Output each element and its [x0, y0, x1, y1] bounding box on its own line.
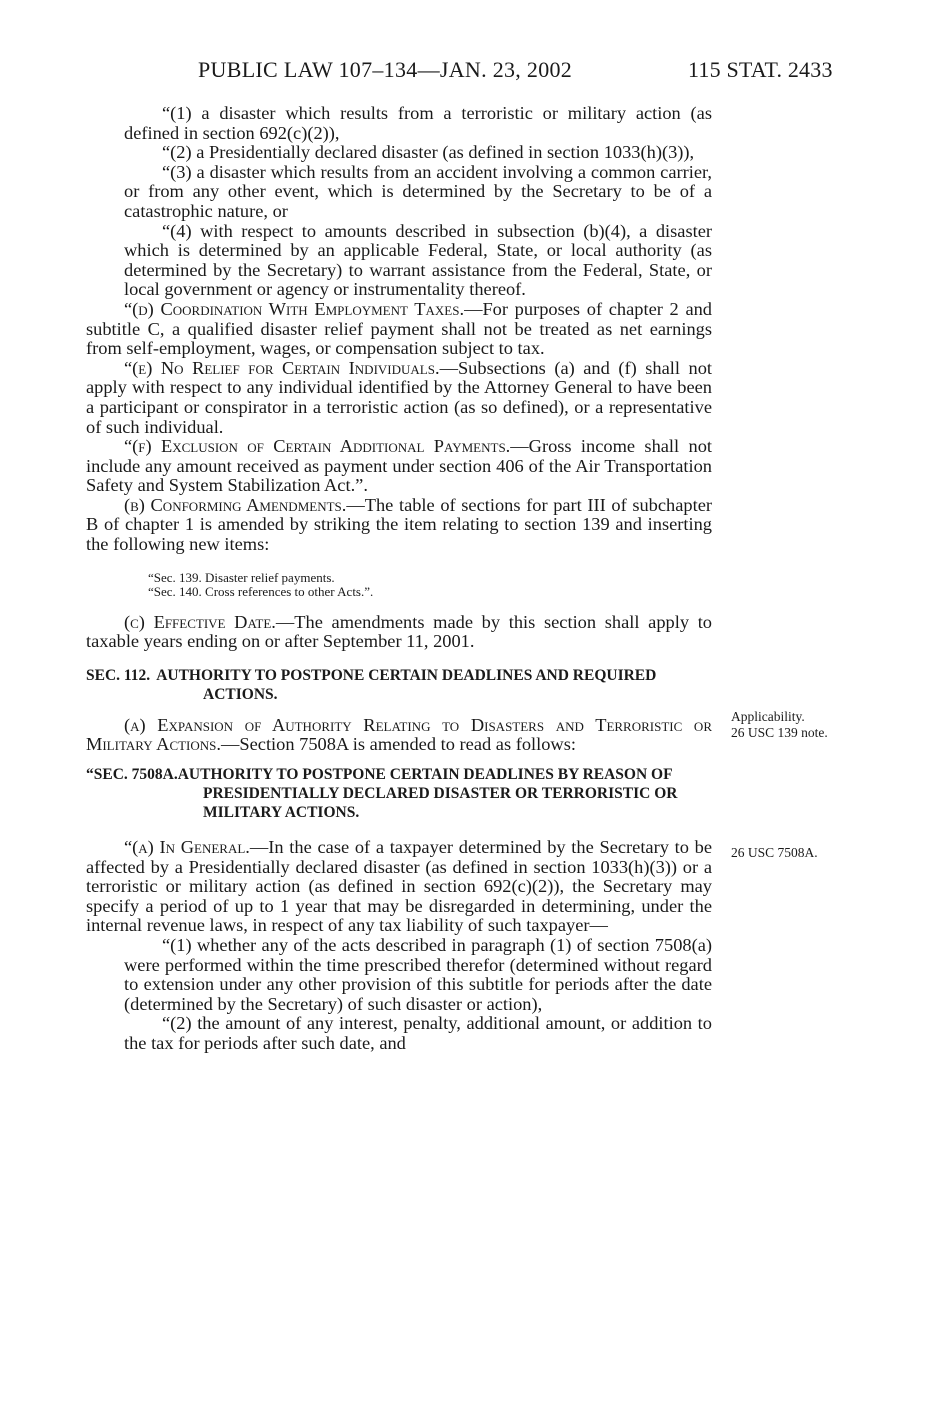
- subsection-d-heading: “(d) Coordination With Employment Taxes.: [124, 298, 465, 319]
- subsection-in-general: [86, 838, 712, 936]
- section-112-title: AUTHORITY TO POSTPONE CERTAIN DEADLINES AND REQUIRED ACTIONS.: [156, 666, 657, 703]
- clause-1: “(1) whether any of the acts described in paragraph (1) of section 7508(a) were performed within the time prescribed therefor (determined without regard to extension under any other provision of this subtitle for periods after the date (determined by the Secretary) of such disaster or action),: [124, 935, 712, 1014]
- page-number: 115 STAT. 2433: [688, 57, 833, 82]
- subsection-c-heading: (c) Effective Date.: [124, 611, 276, 632]
- paragraph-3: “(3) a disaster which results from an accident involving a common carrier, or from any other event, which is determined by the Secretary to be of a catastrophic nature, or: [124, 161, 712, 221]
- section-7508a-heading: [86, 765, 712, 822]
- subsection-e: [86, 359, 712, 437]
- in-general-heading: “(a) In General.: [124, 837, 250, 858]
- margin-note-usc-7508a: 26 USC 7508A.: [731, 845, 818, 860]
- subsection-b: [86, 496, 712, 555]
- clause-2: “(2) the amount of any interest, penalty, additional amount, or addition to the tax for periods after such date, and: [124, 1013, 712, 1053]
- section-7508a-number: “SEC. 7508A.: [86, 766, 178, 784]
- subsection-f-text: —Gross income shall not include any amount received as payment under section 406 of the Air Transportation Safety and System Stabilization Act.”.: [86, 436, 712, 496]
- subsection-a-heading: (a) Expansion of Authority Relating to Disasters and Terroristic or Military Actions.: [86, 714, 712, 755]
- in-general-text: —In the case of a taxpayer determined by the Secretary to be affected by a Presidentially declared disaster (as defined in section 1033(h)(3)) or a terroristic or military action (as defined in section 692(c)(2)), the Secretary may specify a period of up to 1 year that may be disregarded in determining, under the internal revenue laws, in respect of any tax liability of such taxpayer—: [86, 837, 712, 936]
- section-112-number: SEC. 112.: [86, 666, 151, 684]
- subsection-a-text: —Section 7508A is amended to read as follows:: [221, 734, 576, 755]
- subsection-c-text: —The amendments made by this section shall apply to taxable years ending on or after September 11, 2001.: [86, 611, 712, 652]
- subsection-d-text: —For purposes of chapter 2 and subtitle C, a qualified disaster relief payment shall not be treated as net earnings from self-employment, wages, or compensation subject to tax.: [86, 298, 712, 359]
- statute-body: [86, 104, 712, 1054]
- inserted-table-items: [148, 571, 712, 599]
- section-112-heading: [86, 666, 712, 704]
- margin-note-applicability: Applicability.: [731, 709, 805, 724]
- subsection-b-text: —The table of sections for part III of subchapter B of chapter 1 is amended by striking the item relating to section 139 and inserting the following new items:: [86, 494, 712, 555]
- paragraph-4: “(4) with respect to amounts described in subsection (b)(4), a disaster which is determined by an applicable Federal, State, or local authority (as determined by the Secretary) to warrant assistance from the Federal, State, or local government or agency or instrumentality thereof.: [124, 220, 712, 300]
- paragraph-2: “(2) a Presidentially declared disaster (as defined in section 1033(h)(3)),: [162, 142, 695, 163]
- subsection-d: [86, 300, 712, 359]
- subsection-e-heading: “(e) No Relief for Certain Individuals.: [124, 357, 440, 378]
- running-header: PUBLIC LAW 107–134—JAN. 23, 2002: [198, 57, 573, 82]
- margin-note-usc-139: 26 USC 139 note.: [731, 725, 828, 740]
- subsection-c: [86, 613, 712, 652]
- subsection-f: [86, 437, 712, 496]
- table-item-140: “Sec. 140. Cross references to other Acts.”.: [148, 583, 374, 599]
- subsection-b-heading: (b) Conforming Amendments.: [124, 494, 347, 515]
- paragraph-1: “(1) a disaster which results from a terroristic or military action (as defined in section 692(c)(2)),: [124, 103, 712, 143]
- subsection-e-text: —Subsections (a) and (f) shall not apply with respect to any individual identified by the Attorney General to have been a participant or conspirator in a terroristic action (as so defined), or a representative of such individual.: [86, 357, 712, 437]
- section-7508a-title: AUTHORITY TO POSTPONE CERTAIN DEADLINES BY REASON OF PRESIDENTIALLY DECLARED DISASTER OR TERRORISTIC OR MILITARY ACTIONS.: [177, 766, 678, 822]
- subsection-a: [86, 716, 712, 755]
- table-item-139: “Sec. 139. Disaster relief payments.: [148, 569, 335, 585]
- subsection-f-heading: “(f) Exclusion of Certain Additional Payments.: [124, 436, 511, 457]
